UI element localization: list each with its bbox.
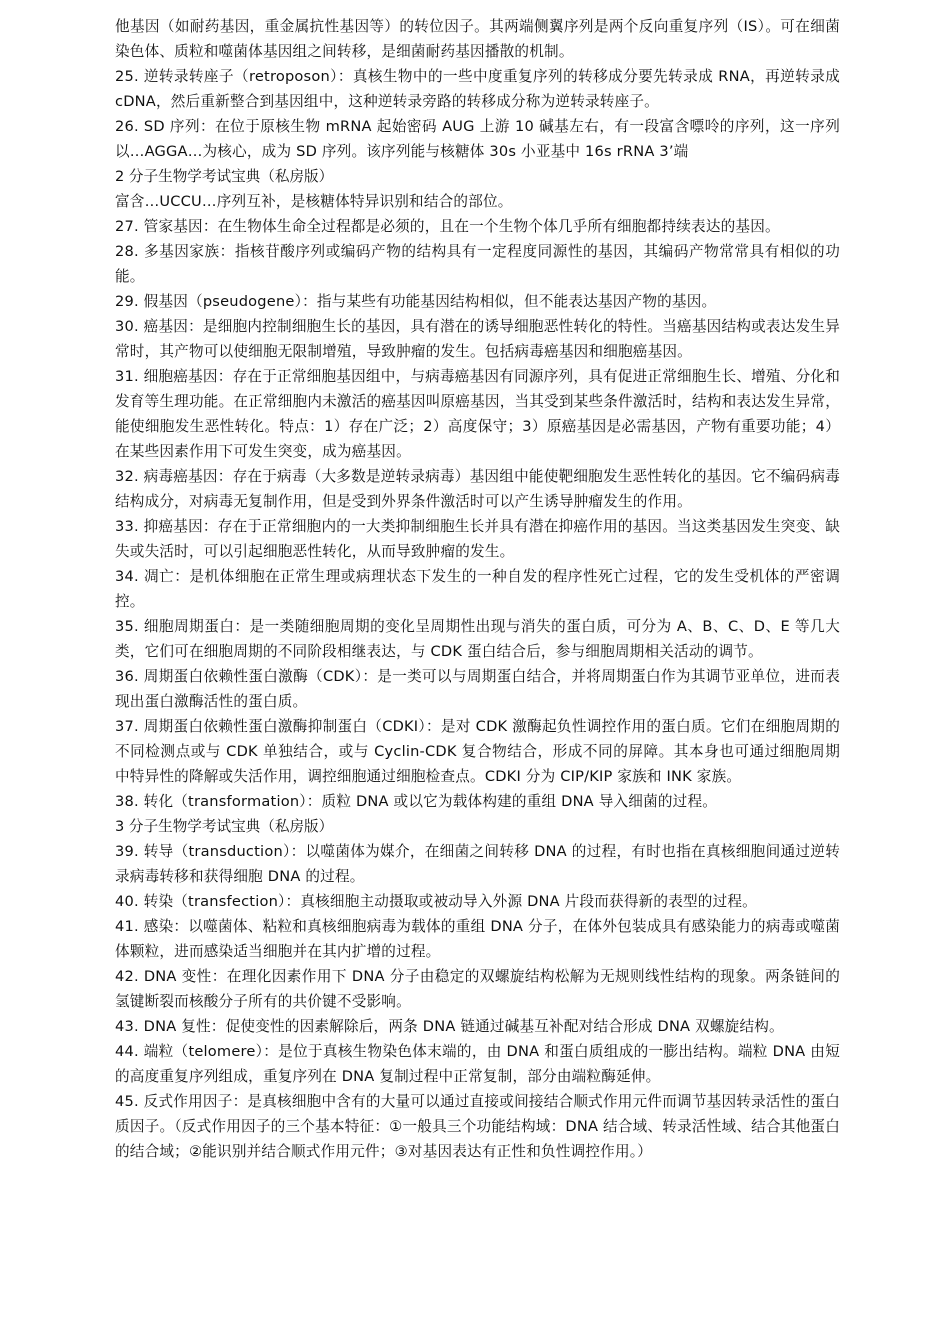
glossary-paragraph: 27. 管家基因：在生物体生命全过程都是必须的，且在一个生物个体几乎所有细胞都持续表达的基因。 — [115, 218, 780, 235]
glossary-paragraph: 他基因（如耐药基因，重金属抗性基因等）的转位因子。其两端侧翼序列是两个反向重复序列（IS）。可在细菌染色体、质粒和噬菌体基因组之间转移，是细菌耐药基因播散的机制。 — [115, 18, 840, 60]
glossary-paragraph: 28. 多基因家族：指核苷酸序列或编码产物的结构具有一定程度同源性的基因，其编码产物常常具有相似的功能。 — [115, 243, 840, 285]
page-header-line: 3 分子生物学考试宝典（私房版） — [115, 818, 334, 835]
glossary-paragraph: 45. 反式作用因子：是真核细胞中含有的大量可以通过直接或间接结合顺式作用元件而调节基因转录活性的蛋白质因子。（反式作用因子的三个基本特征：①一般具三个功能结构域：DNA 结合域、转录活性域、结合其他蛋白的结合域；②能识别并结合顺式作用元件；③对基因表达有正性和负性调控作用。） — [115, 1093, 840, 1160]
glossary-paragraph: 43. DNA 复性：促使变性的因素解除后，两条 DNA 链通过碱基互补配对结合形成 DNA 双螺旋结构。 — [115, 1018, 784, 1035]
page-header-line: 2 分子生物学考试宝典（私房版） — [115, 168, 334, 185]
glossary-paragraph: 29. 假基因（pseudogene）：指与某些有功能基因结构相似，但不能表达基因产物的基因。 — [115, 293, 717, 310]
glossary-paragraph: 36. 周期蛋白依赖性蛋白激酶（CDK）：是一类可以与周期蛋白结合，并将周期蛋白作为其调节亚单位，进而表现出蛋白激酶活性的蛋白质。 — [115, 668, 840, 710]
glossary-paragraph: 35. 细胞周期蛋白：是一类随细胞周期的变化呈周期性出现与消失的蛋白质，可分为 A、B、C、D、E 等几大类，它们可在细胞周期的不同阶段相继表达，与 CDK 蛋白结合后，参与细胞周期相关活动的调节。 — [115, 618, 840, 660]
glossary-paragraph: 30. 癌基因：是细胞内控制细胞生长的基因，具有潜在的诱导细胞恶性转化的特性。当癌基因结构或表达发生异常时，其产物可以使细胞无限制增殖，导致肿瘤的发生。包括病毒癌基因和细胞癌基因。 — [115, 318, 840, 360]
glossary-paragraph: 富含…UCCU…序列互补，是核糖体特异识别和结合的部位。 — [115, 193, 513, 210]
glossary-paragraph: 31. 细胞癌基因：存在于正常细胞基因组中，与病毒癌基因有同源序列，具有促进正常细胞生长、增殖、分化和发育等生理功能。在正常细胞内未激活的癌基因叫原癌基因，当其受到某些条件激活时，结构和表达发生异常，能使细胞发生恶性转化。特点：1）存在广泛；2）高度保守；3）原癌基因是必需基因，产物有重要功能；4）在某些因素作用下可发生突变，成为癌基因。 — [115, 368, 840, 460]
glossary-paragraph: 26. SD 序列：在位于原核生物 mRNA 起始密码 AUG 上游 10 碱基左右，有一段富含嘌呤的序列，这一序列以…AGGA…为核心，成为 SD 序列。该序列能与核糖体 30s 小亚基中 16s rRNA 3’端 — [115, 118, 840, 160]
glossary-paragraph: 41. 感染：以噬菌体、粘粒和真核细胞病毒为载体的重组 DNA 分子，在体外包装成具有感染能力的病毒或噬菌体颗粒，进而感染适当细胞并在其内扩增的过程。 — [115, 918, 840, 960]
glossary-paragraph: 37. 周期蛋白依赖性蛋白激酶抑制蛋白（CDKI）：是对 CDK 激酶起负性调控作用的蛋白质。它们在细胞周期的不同检测点或与 CDK 单独结合，或与 Cyclin-CDK 复合物结合，形成不同的屏障。其本身也可通过细胞周期中特异性的降解或失活作用，调控细胞通过细胞检查点。CDKI 分为 CIP/KIP 家族和 INK 家族。 — [115, 718, 840, 785]
glossary-paragraph: 33. 抑癌基因：存在于正常细胞内的一大类抑制细胞生长并具有潜在抑癌作用的基因。当这类基因发生突变、缺失或失活时，可以引起细胞恶性转化，从而导致肿瘤的发生。 — [115, 518, 840, 560]
glossary-paragraph: 40. 转染（transfection）：真核细胞主动摄取或被动导入外源 DNA 片段而获得新的表型的过程。 — [115, 893, 757, 910]
glossary-paragraph: 34. 凋亡：是机体细胞在正常生理或病理状态下发生的一种自发的程序性死亡过程，它的发生受机体的严密调控。 — [115, 568, 840, 610]
glossary-paragraph: 39. 转导（transduction）：以噬菌体为媒介，在细菌之间转移 DNA 的过程，有时也指在真核细胞间通过逆转录病毒转移和获得细胞 DNA 的过程。 — [115, 843, 840, 885]
glossary-paragraph: 38. 转化（transformation）：质粒 DNA 或以它为载体构建的重组 DNA 导入细菌的过程。 — [115, 793, 718, 810]
glossary-paragraph: 32. 病毒癌基因：存在于病毒（大多数是逆转录病毒）基因组中能使靶细胞发生恶性转化的基因。它不编码病毒结构成分，对病毒无复制作用，但是受到外界条件激活时可以产生诱导肿瘤发生的作用。 — [115, 468, 840, 510]
glossary-paragraph: 25. 逆转录转座子（retroposon）：真核生物中的一些中度重复序列的转移成分要先转录成 RNA，再逆转录成 cDNA，然后重新整合到基因组中，这种逆转录旁路的转移成分称为逆转录转座子。 — [115, 68, 840, 110]
glossary-paragraph: 42. DNA 变性：在理化因素作用下 DNA 分子由稳定的双螺旋结构松解为无规则线性结构的现象。两条链间的氢键断裂而核酸分子所有的共价键不受影响。 — [115, 968, 840, 1010]
glossary-paragraph: 44. 端粒（telomere）：是位于真核生物染色体末端的，由 DNA 和蛋白质组成的一膨出结构。端粒 DNA 由短的高度重复序列组成，重复序列在 DNA 复制过程中正常复制，部分由端粒酶延伸。 — [115, 1043, 840, 1085]
